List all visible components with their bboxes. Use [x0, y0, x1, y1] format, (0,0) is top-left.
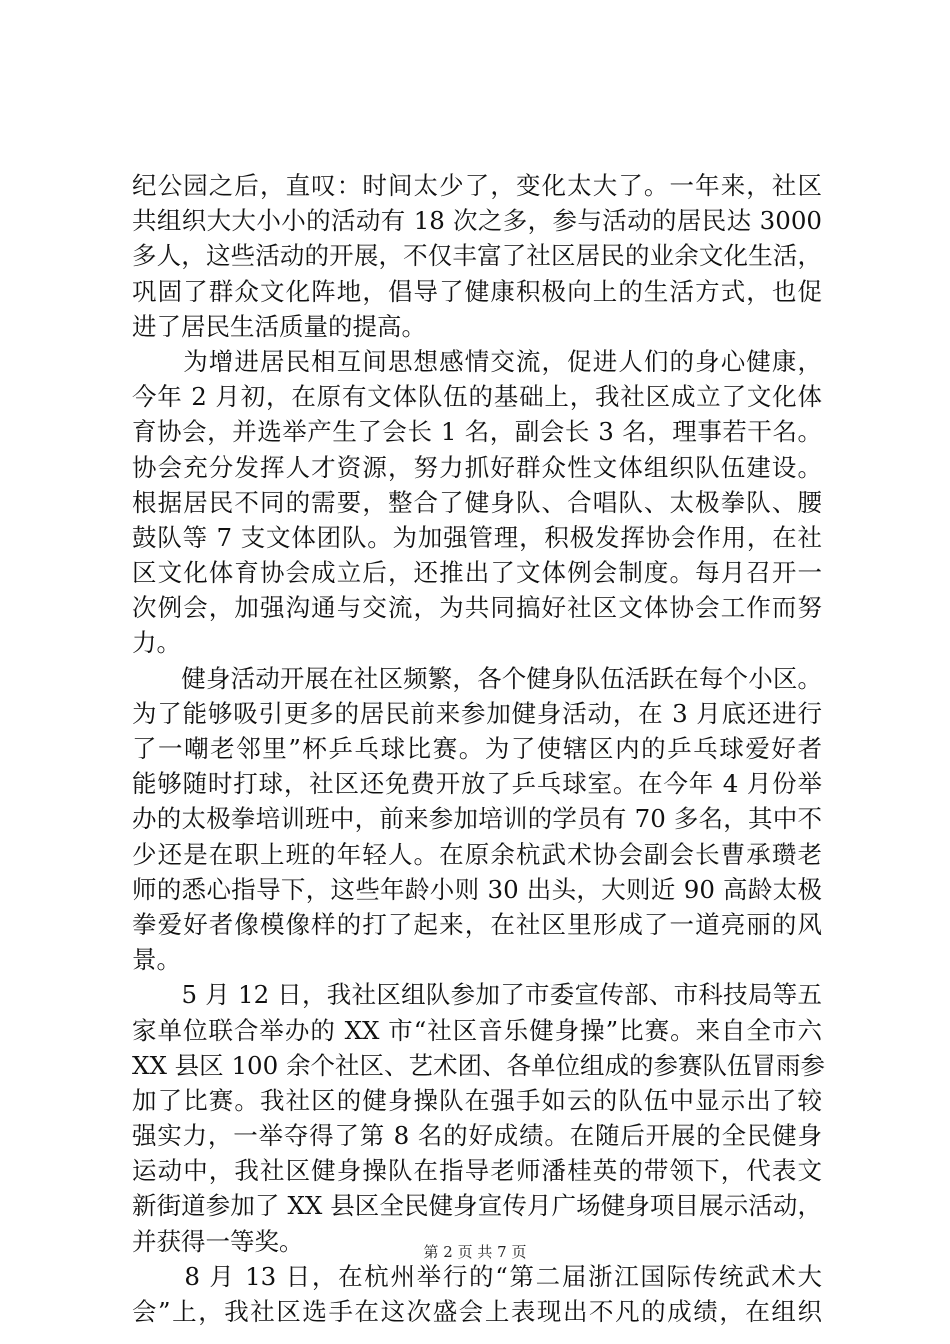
- text-line: 育协会，并选举产生了会长 1 名，副会长 3 名，理事若干名。: [132, 417, 822, 447]
- text-line: 鼓队等 7 支文体团队。为加强管理，积极发挥协会作用，在社: [132, 522, 822, 552]
- text-line: 共组织大大小小的活动有 18 次之多，参与活动的居民达 3000: [132, 206, 822, 236]
- text-line: XX 县区 100 余个社区、艺术团、各单位组成的参赛队伍冒雨参: [132, 1050, 826, 1080]
- text-line: 力。: [132, 628, 181, 658]
- text-line: 运动中，我社区健身操队在指导老师潘桂英的带领下，代表文: [132, 1156, 822, 1186]
- text-line: 根据居民不同的需要，整合了健身队、合唱队、太极拳队、腰: [132, 487, 822, 517]
- text-line: 为增进居民相互间思想感情交流，促进人们的身心健康，: [132, 346, 822, 376]
- text-line: 少还是在职上班的年轻人。在原余杭武术协会副会长曹承瓒老: [132, 839, 822, 869]
- text-line: 会”上，我社区选手在这次盛会上表现出不凡的成绩，在组织: [132, 1297, 822, 1326]
- text-line: 拳爱好者像模像样的打了起来，在社区里形成了一道亮丽的风: [132, 909, 822, 939]
- text-line: 协会充分发挥人才资源，努力抓好群众性文体组织队伍建设。: [132, 452, 822, 482]
- text-line: 能够随时打球，社区还免费开放了乒乓球室。在今年 4 月份举: [132, 769, 822, 799]
- text-line: 景。: [132, 945, 181, 975]
- text-line: 今年 2 月初，在原有文体队伍的基础上，我社区成立了文化体: [132, 382, 822, 412]
- text-line: 新街道参加了 XX 县区全民健身宣传月广场健身项目展示活动，: [132, 1191, 822, 1221]
- page-footer: 第 2 页 共 7 页: [423, 1243, 527, 1261]
- text-line: 次例会，加强沟通与交流，为共同搞好社区文体协会工作而努: [132, 593, 822, 623]
- text-line: 区文化体育协会成立后，还推出了文体例会制度。每月召开一: [132, 558, 822, 588]
- text-line: 多人，这些活动的开展，不仅丰富了社区居民的业余文化生活，: [132, 241, 822, 271]
- text-line: 健身活动开展在社区频繁，各个健身队伍活跃在每个小区。: [132, 663, 822, 693]
- text-line: 了一嘲老邻里”杯乒乓球比赛。为了使辖区内的乒乓球爱好者: [132, 734, 822, 763]
- body-text: [132, 168, 826, 1329]
- text-line: 强实力，一举夺得了第 8 名的好成绩。在随后开展的全民健身: [132, 1121, 822, 1151]
- text-line: 8 月 13 日，在杭州举行的“第二届浙江国际传统武术大: [132, 1261, 822, 1291]
- text-line: 办的太极拳培训班中，前来参加培训的学员有 70 多名，其中不: [132, 804, 822, 834]
- text-line: 为了能够吸引更多的居民前来参加健身活动，在 3 月底还进行: [132, 698, 822, 728]
- text-line: 进了居民生活质量的提高。: [132, 311, 426, 341]
- text-line: 家单位联合举办的 XX 市“社区音乐健身操”比赛。来自全市六: [132, 1015, 822, 1045]
- text-line: 师的悉心指导下，这些年龄小则 30 出头，大则近 90 高龄太极: [132, 874, 822, 904]
- text-line: 5 月 12 日，我社区组队参加了市委宣传部、市科技局等五: [132, 980, 822, 1010]
- text-line: 加了比赛。我社区的健身操队在强手如云的队伍中显示出了较: [132, 1085, 822, 1115]
- text-line: 并获得一等奖。: [132, 1226, 304, 1256]
- text-line: 巩固了群众文化阵地，倡导了健康积极向上的生活方式，也促: [132, 276, 822, 306]
- text-line: 纪公园之后，直叹：时间太少了，变化太大了。一年来，社区: [132, 171, 822, 200]
